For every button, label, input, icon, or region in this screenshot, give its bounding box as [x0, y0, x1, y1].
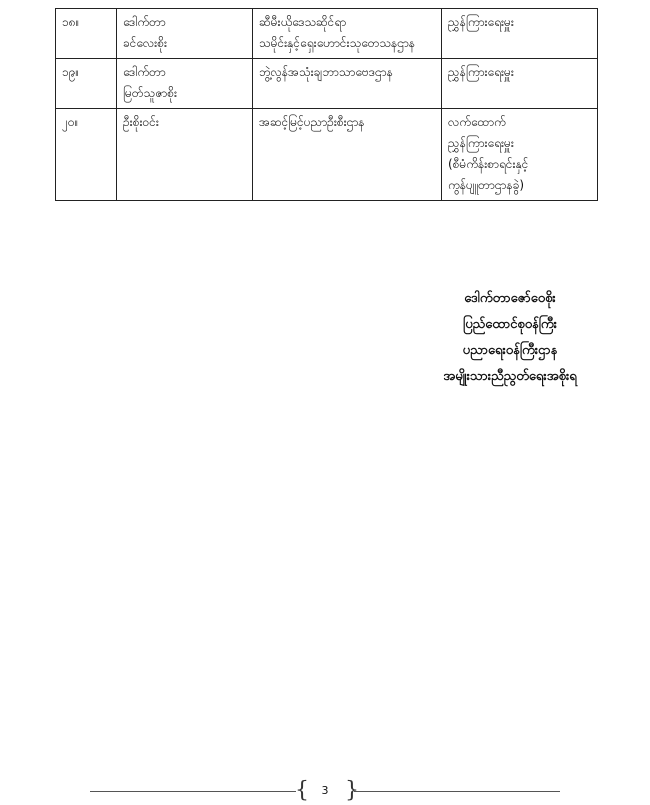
member-role: ညွှန်ကြားရေးမှူး: [442, 9, 598, 59]
right-brace-icon: }: [345, 778, 359, 803]
member-role: ညွှန်ကြားရေးမှူး: [442, 59, 598, 109]
signatory-ministry: ပညာရေးဝန်ကြီးဌာန: [462, 343, 558, 358]
member-department: ဆီမီးယိုဒေသဆိုင်ရာ သမိုင်းနှင့်ရှေးဟောင်းသုတေသနဌာန: [253, 9, 442, 59]
member-department: အဆင့်မြင့်ပညာဦးစီးဌာန: [253, 109, 442, 201]
row-number: ၁၈။: [56, 9, 117, 59]
member-name: ဒေါက်တာ မြတ်သူဇာစိုး: [117, 59, 253, 109]
signatory-name: ဒေါက်တာဇော်ဝေစိုး: [464, 291, 556, 306]
member-department: ဘွဲ့လွန်အသုံးချဘာသာဗေဒဌာန: [253, 59, 442, 109]
signatory-title: ပြည်ထောင်စုဝန်ကြီး: [463, 317, 557, 332]
member-table: [55, 8, 598, 201]
member-role: လက်ထောက် ညွှန်ကြားရေးမှူး (စီမံကိန်းစာရင်းနှင့် ကွန်ပျူတာဌာနခွဲ): [442, 109, 598, 201]
signature-block: [420, 286, 600, 390]
row-number: ၁၉။: [56, 59, 117, 109]
footer-rule-left: [90, 791, 296, 792]
member-name: ဒေါက်တာ ခင်လေးစိုး: [117, 9, 253, 59]
left-brace-icon: {: [295, 778, 309, 803]
table-row: [56, 109, 598, 201]
row-number: ၂၀။: [56, 109, 117, 201]
member-name: ဦးစိုးဝင်း: [117, 109, 253, 201]
signatory-government: အမျိုးသားညီညွတ်ရေးအစိုးရ: [443, 369, 577, 384]
footer-rule-right: [354, 791, 560, 792]
page-number: 3: [321, 784, 329, 797]
table-row: [56, 9, 598, 59]
table-row: [56, 59, 598, 109]
